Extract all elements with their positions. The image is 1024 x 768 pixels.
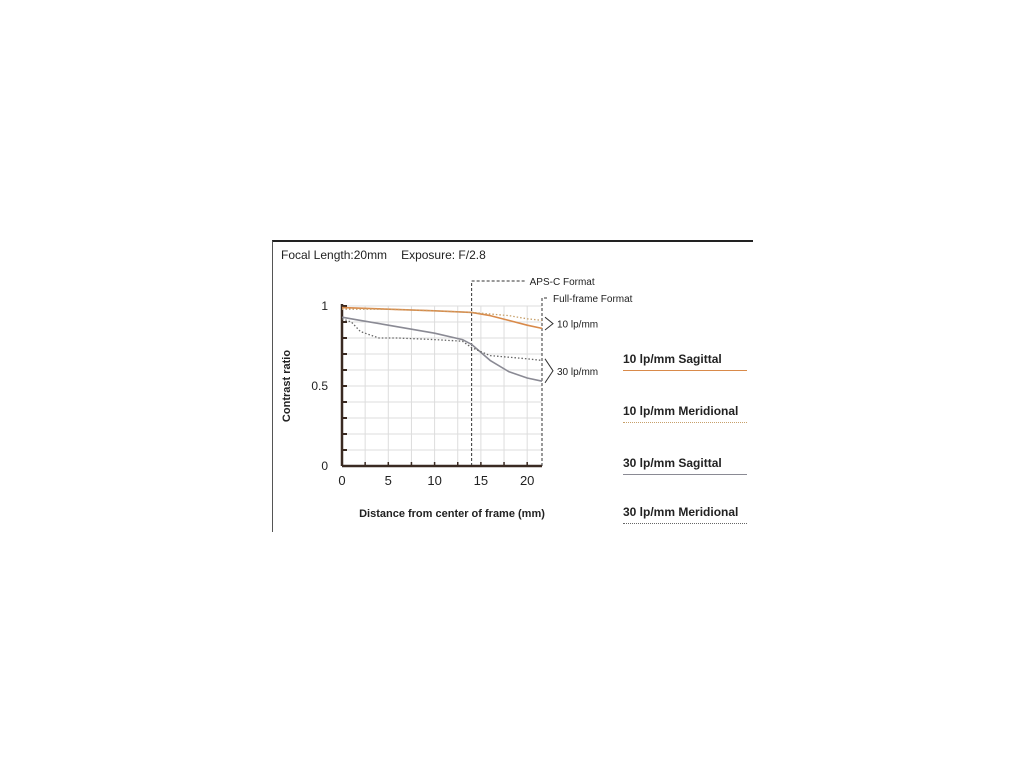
focal-length-text: Focal Length:20mm (281, 248, 388, 262)
legend-label: 10 lp/mm Sagittal (623, 352, 722, 366)
group-10lpmm-bracket (545, 317, 553, 330)
group-30lpmm-bracket (545, 359, 553, 383)
x-axis-label: Distance from center of frame (mm) (359, 508, 545, 520)
legend-item-10-sagittal (623, 352, 747, 374)
y-tick-label: 0.5 (311, 379, 328, 393)
y-tick-label: 1 (321, 299, 328, 313)
series-line-0 (342, 308, 542, 329)
legend-label: 10 lp/mm Meridional (623, 404, 739, 418)
legend-item-30-meridional (623, 505, 747, 527)
aps-c-marker-line (472, 281, 527, 466)
legend-label: 30 lp/mm Meridional (623, 505, 739, 519)
mtf-chart (273, 242, 753, 532)
x-tick-label: 10 (427, 473, 442, 488)
y-tick-label: 0 (321, 459, 328, 473)
grid-lines (342, 306, 542, 466)
aps-c-label: APS-C Format (529, 277, 595, 288)
mtf-chart-panel (272, 240, 753, 532)
full-frame-label: Full-frame Format (553, 294, 633, 305)
group-30lpmm-label: 30 lp/mm (557, 366, 599, 378)
x-tick-label: 20 (519, 473, 535, 488)
x-tick-label: 15 (473, 473, 489, 488)
x-tick-label: 0 (338, 473, 346, 488)
series-line-2 (342, 317, 542, 381)
legend-item-10-meridional (623, 404, 747, 426)
legend-swatch (623, 370, 747, 371)
legend-swatch (623, 422, 747, 423)
legend-label: 30 lp/mm Sagittal (623, 456, 722, 470)
x-tick-label: 5 (384, 473, 392, 488)
legend-swatch (623, 474, 747, 475)
y-axis-label: Contrast ratio (281, 349, 293, 423)
legend-swatch (623, 523, 747, 524)
legend-item-30-sagittal (623, 456, 747, 478)
group-10lpmm-label: 10 lp/mm (557, 319, 599, 331)
exposure-text: Exposure: F/2.8 (401, 248, 486, 262)
